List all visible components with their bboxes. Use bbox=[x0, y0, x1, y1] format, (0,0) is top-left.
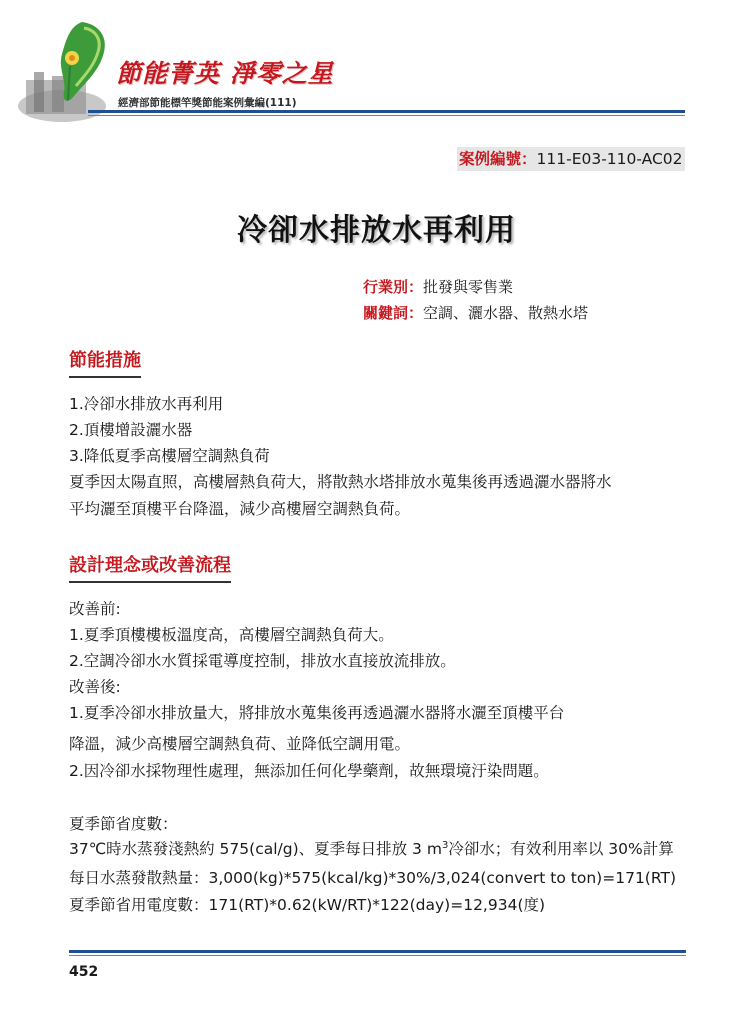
measure-line: 平均灑至頂樓平台降溫，減少高樓層空調熱負荷。 bbox=[69, 500, 411, 518]
design-line: 2.因冷卻水採物理性處理，無添加任何化學藥劑，故無環境汙染問題。 bbox=[69, 762, 549, 780]
case-number-label: 案例編號： bbox=[459, 150, 537, 168]
keywords-value: 空調、灑水器、散熱水塔 bbox=[423, 304, 589, 322]
design-line: 2.空調冷卻水水質採電導度控制，排放水直接放流排放。 bbox=[69, 652, 456, 670]
header-divider bbox=[88, 110, 685, 113]
industry-value: 批發與零售業 bbox=[423, 278, 514, 296]
footer-divider bbox=[69, 950, 686, 953]
savings-line bbox=[69, 837, 674, 859]
savings-line-text: 冷卻水；有效利用率以 30%計算 bbox=[448, 840, 674, 858]
page-header bbox=[0, 0, 753, 135]
design-line: 改善後: bbox=[69, 678, 121, 696]
measure-line: 夏季因太陽直照，高樓層熱負荷大，將散熱水塔排放水蒐集後再透過灑水器將水 bbox=[69, 473, 612, 491]
measure-line: 2.頂樓增設灑水器 bbox=[69, 421, 193, 439]
savings-line: 每日水蒸發散熱量：3,000(kg)*575(kcal/kg)*30%/3,024(convert to ton)=171(RT) bbox=[69, 869, 677, 887]
case-number-value: 111-E03-110-AC02 bbox=[536, 150, 683, 168]
industry-meta bbox=[363, 276, 513, 297]
footer-divider-thin bbox=[69, 955, 686, 956]
document-title: 冷卻水排放水再利用 bbox=[237, 213, 516, 248]
savings-line: 夏季節省用電度數：171(RT)*0.62(kW/RT)*122(day)=12,934(度) bbox=[69, 896, 546, 914]
brand-title: 節能菁英 淨零之星 bbox=[116, 59, 334, 88]
design-line: 1.夏季冷卻水排放量大，將排放水蒐集後再透過灑水器將水灑至頂樓平台 bbox=[69, 704, 565, 722]
design-line: 1.夏季頂樓樓板溫度高，高樓層空調熱負荷大。 bbox=[69, 626, 394, 644]
design-line: 改善前: bbox=[69, 600, 121, 618]
section-heading-design: 設計理念或改善流程 bbox=[69, 551, 231, 583]
industry-label: 行業別： bbox=[363, 278, 424, 296]
savings-line-sup: 3 bbox=[441, 839, 449, 851]
header-divider-thin bbox=[88, 115, 685, 116]
series-subtitle: 經濟部節能標竿獎節能案例彙編(111) bbox=[118, 97, 297, 109]
section-heading-measures: 節能措施 bbox=[69, 346, 141, 378]
savings-line-text: 37℃時水蒸發淺熱約 575(cal/g)、夏季每日排放 3 m bbox=[69, 840, 442, 858]
keywords-label: 關鍵詞： bbox=[363, 304, 424, 322]
page-number: 452 bbox=[69, 964, 99, 980]
measure-line: 3.降低夏季高樓層空調熱負荷 bbox=[69, 447, 270, 465]
taiwan-map-logo-icon bbox=[12, 18, 122, 130]
keywords-meta bbox=[363, 302, 588, 323]
case-number bbox=[457, 147, 685, 171]
measure-line: 1.冷卻水排放水再利用 bbox=[69, 395, 224, 413]
savings-title: 夏季節省度數： bbox=[69, 815, 178, 833]
design-line: 降溫，減少高樓層空調熱負荷、並降低空調用電。 bbox=[69, 735, 411, 753]
